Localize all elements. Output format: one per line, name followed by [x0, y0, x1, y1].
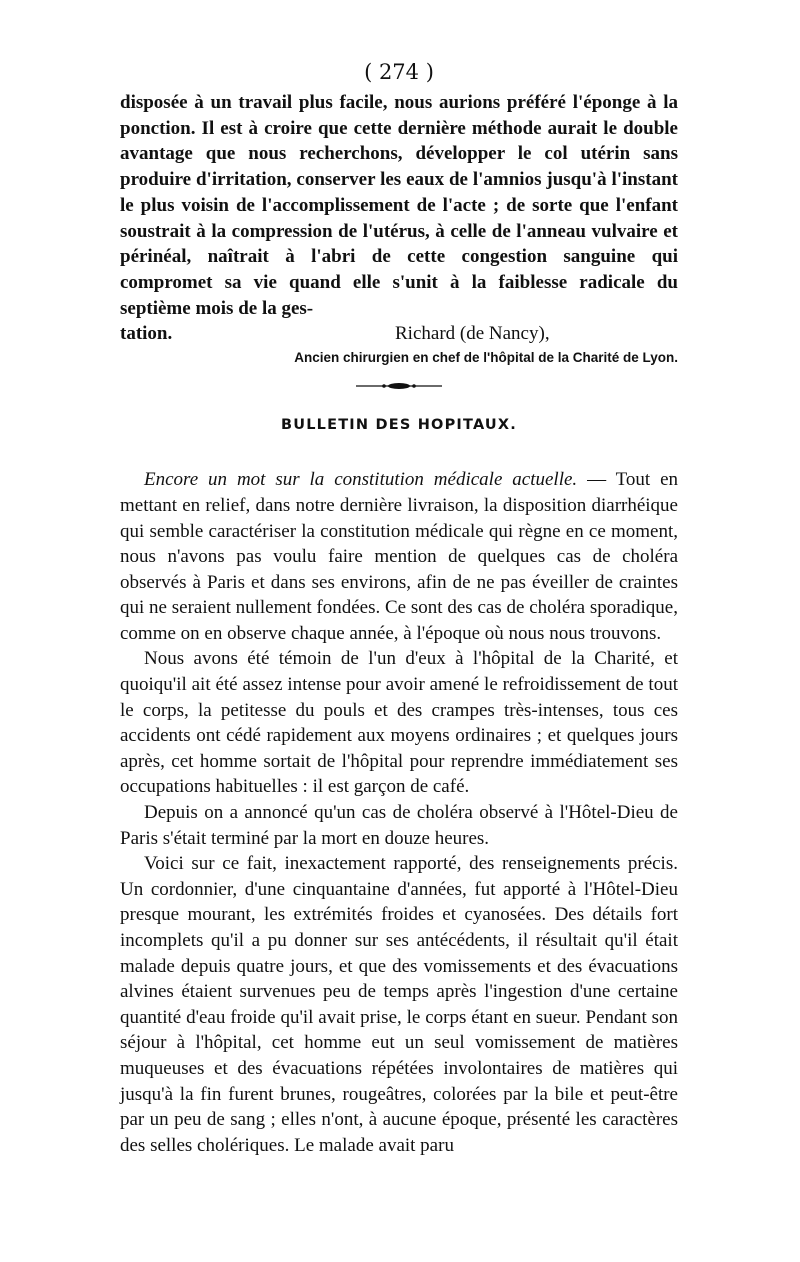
- article-paragraph-1-text: — Tout en mettant en relief, dans notre dernière livraison, la disposition diarrhéique qui semble caractériser la constitution médicale qui règne en ce moment, nous n'avons pas voulu faire mention de quelques cas de choléra observés à Paris et dans ses environs, afin de ne pas éveiller de craintes qui ne seraient nullement fondées. Ce sont des cas de choléra sporadique, comme on en observe chaque année, à l'époque où nous nous trouvons.: [120, 469, 678, 644]
- article-title: Encore un mot sur la constitution médicale actuelle.: [144, 469, 578, 491]
- page: [120, 58, 678, 1158]
- continuation-paragraph: disposée à un travail plus facile, nous aurions préféré l'éponge à la ponction. Il est à croire que cette dernière méthode aurait le double avantage que nous recherchons, développer le col utérin sans produire d'irritation, conserver les eaux de l'amnios jusqu'à l'instant le plus voisin de l'accomplissement de l'acte ; de sorte que l'enfant soustrait à la compression de l'utérus, à celle de l'anneau vulvaire et périnéal, naîtrait à l'abri de cette congestion sanguine qui compromet sa vie quand elle s'unit à la faiblesse radicale du septième mois de la ges-: [120, 92, 678, 319]
- author-affiliation: Ancien chirurgien en chef de l'hôpital de la Charité de Lyon.: [294, 350, 678, 366]
- article-paragraph-2: Nous avons été témoin de l'un d'eux à l'hôpital de la Charité, et quoiqu'il ait été assez intense pour avoir amené le refroidissement de tout le corps, la petitesse du pouls et des crampes très-intenses, tous ces accidents ont cédé rapidement aux moyens ordinaires ; et quelques jours après, cet homme sortait de l'hôpital pour reprendre immédiatement ses occupations habituelles : il est garçon de café.: [120, 648, 678, 798]
- article-paragraph-4: Voici sur ce fait, inexactement rapporté, des renseignements précis. Un cordonnier, d'une cinquantaine d'années, fut apporté à l'Hôtel-Dieu presque mourant, les extrémités froides et cyanosées. Des détails fort incomplets qu'il a pu donner sur ses antécédents, il résultait qu'il était malade depuis quatre jours, et que des vomissements et des évacuations alvines étaient survenues peu de temps après l'ingestion d'une certaine quantité d'eau froide qu'il avait prise, le corps étant en sueur. Pendant son séjour à l'hôpital, cet homme eut un seul vomissement de matières muqueuses et des évacuations répétées involontaires de matières qui jusqu'à la fin furent brunes, rougeâtres, colorées par la bile et peut-être par un peu de sang ; elles n'ont, à aucune époque, présenté les caractères des selles cholériques. Le malade avait paru: [120, 853, 678, 1156]
- page-number: ( 274 ): [364, 60, 434, 84]
- signature-line: [120, 321, 678, 347]
- ornament-divider: [354, 381, 444, 391]
- author-signature: Richard (de Nancy),: [395, 323, 550, 345]
- article-paragraph-1: [120, 467, 678, 646]
- continuation-last-word: tation.: [120, 323, 173, 345]
- article-paragraph-3: Depuis on a annoncé qu'un cas de choléra observé à l'Hôtel-Dieu de Paris s'était terminé par la mort en douze heures.: [120, 802, 678, 849]
- section-heading: BULLETIN DES HOPITAUX.: [281, 417, 517, 434]
